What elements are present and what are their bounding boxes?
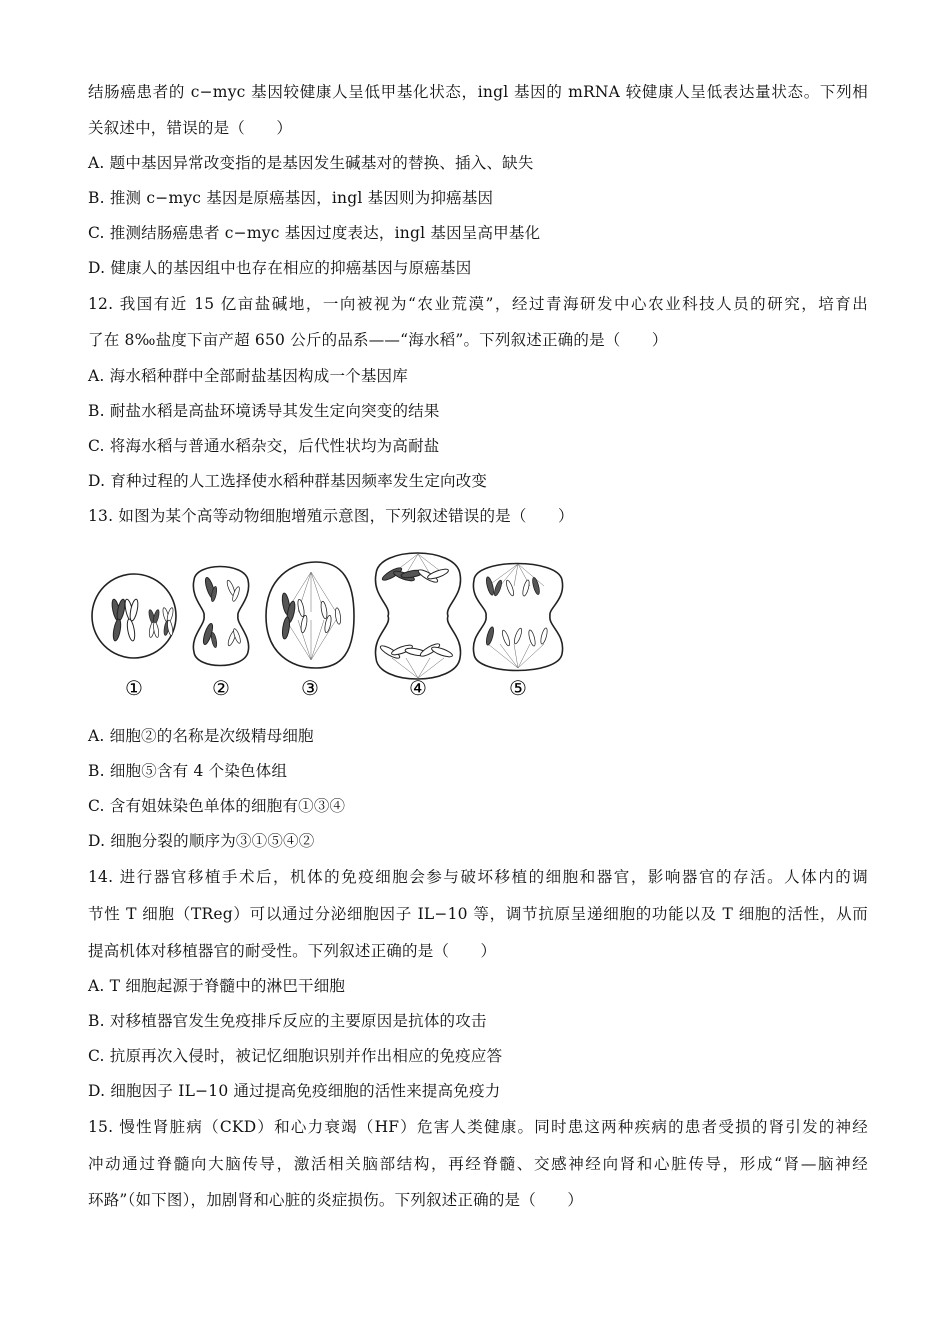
q14-stem-line-1: 14. 进行器官移植手术后，机体的免疫细胞会参与破坏移植的细胞和器官，影响器官的存活。人体内的调 [88, 868, 868, 886]
q15-stem-line-1: 15. 慢性肾脏病（CKD）和心力衰竭（HF）危害人类健康。同时患这两种疾病的患者受损的肾引发的神经 [88, 1118, 868, 1136]
q12-option-a: A. 海水稻种群中全部耐盐基因构成一个基因库 [88, 367, 408, 385]
q13-option-b: B. 细胞⑤含有 4 个染色体组 [88, 762, 288, 780]
q13-stem: 13. 如图为某个高等动物细胞增殖示意图，下列叙述错误的是（ ） [88, 507, 574, 525]
q11-option-a: A. 题中基因异常改变指的是基因发生碱基对的替换、插入、缺失 [88, 154, 534, 172]
cell-label-5: ⑤ [509, 676, 527, 700]
q12-option-d: D. 育种过程的人工选择使水稻种群基因频率发生定向改变 [88, 472, 488, 490]
q15-stem-line-2: 冲动通过脊髓向大脑传导，激活相关脑部结构，再经脊髓、交感神经向肾和心脏传导，形成“肾—脑神经 [88, 1155, 868, 1173]
cell-label-4: ④ [409, 676, 427, 700]
q13-option-a: A. 细胞②的名称是次级精母细胞 [88, 727, 314, 745]
q12-stem-line-1: 12. 我国有近 15 亿亩盐碱地，一向被视为“农业荒漠”，经过青海研发中心农业科技人员的研究，培育出 [88, 295, 868, 313]
q14-stem-line-2: 节性 T 细胞（TReg）可以通过分泌细胞因子 IL−10 等，调节抗原呈递细胞的功能以及 T 细胞的活性，从而 [88, 905, 868, 923]
q11-stem-line-1: 结肠癌患者的 c−myc 基因较健康人呈低甲基化状态，ingl 基因的 mRNA 较健康人呈低表达量状态。下列相 [88, 83, 868, 101]
q14-option-c: C. 抗原再次入侵时，被记忆细胞识别并作出相应的免疫应答 [88, 1047, 503, 1065]
q15-stem-line-3: 环路”（如下图），加剧肾和心脏的炎症损伤。下列叙述正确的是（ ） [88, 1191, 584, 1209]
q11-stem-line-2: 关叙述中，错误的是（ ） [88, 119, 293, 137]
cell-label-3: ③ [301, 676, 319, 700]
q13-option-c: C. 含有姐妹染色单体的细胞有①③④ [88, 797, 346, 815]
q12-option-b: B. 耐盐水稻是高盐环境诱导其发生定向突变的结果 [88, 402, 440, 420]
q14-option-a: A. T 细胞起源于脊髓中的淋巴干细胞 [88, 977, 346, 995]
cell-label-2: ② [212, 676, 230, 700]
q12-option-c: C. 将海水稻与普通水稻杂交，后代性状均为高耐盐 [88, 437, 440, 455]
cell-5 [473, 564, 562, 671]
q11-option-b: B. 推测 c−myc 基因是原癌基因，ingl 基因则为抑癌基因 [88, 189, 494, 207]
q12-stem-line-2: 了在 8‰盐度下亩产超 650 公斤的品系——“海水稻”。下列叙述正确的是（ ） [88, 331, 668, 349]
cell-division-figure [86, 540, 566, 705]
cell-2 [193, 567, 248, 666]
q14-option-d: D. 细胞因子 IL−10 通过提高免疫细胞的活性来提高免疫力 [88, 1082, 501, 1100]
q14-stem-line-3: 提高机体对移植器官的耐受性。下列叙述正确的是（ ） [88, 942, 497, 960]
q11-option-c: C. 推测结肠癌患者 c−myc 基因过度表达，ingl 基因呈高甲基化 [88, 224, 541, 242]
q11-option-d: D. 健康人的基因组中也存在相应的抑癌基因与原癌基因 [88, 259, 472, 277]
cell-label-1: ① [125, 676, 143, 700]
cell-3 [266, 562, 354, 668]
cell-1 [92, 574, 176, 658]
q14-option-b: B. 对移植器官发生免疫排斥反应的主要原因是抗体的攻击 [88, 1012, 487, 1030]
q13-option-d: D. 细胞分裂的顺序为③①⑤④② [88, 832, 315, 850]
cell-4 [375, 553, 460, 679]
